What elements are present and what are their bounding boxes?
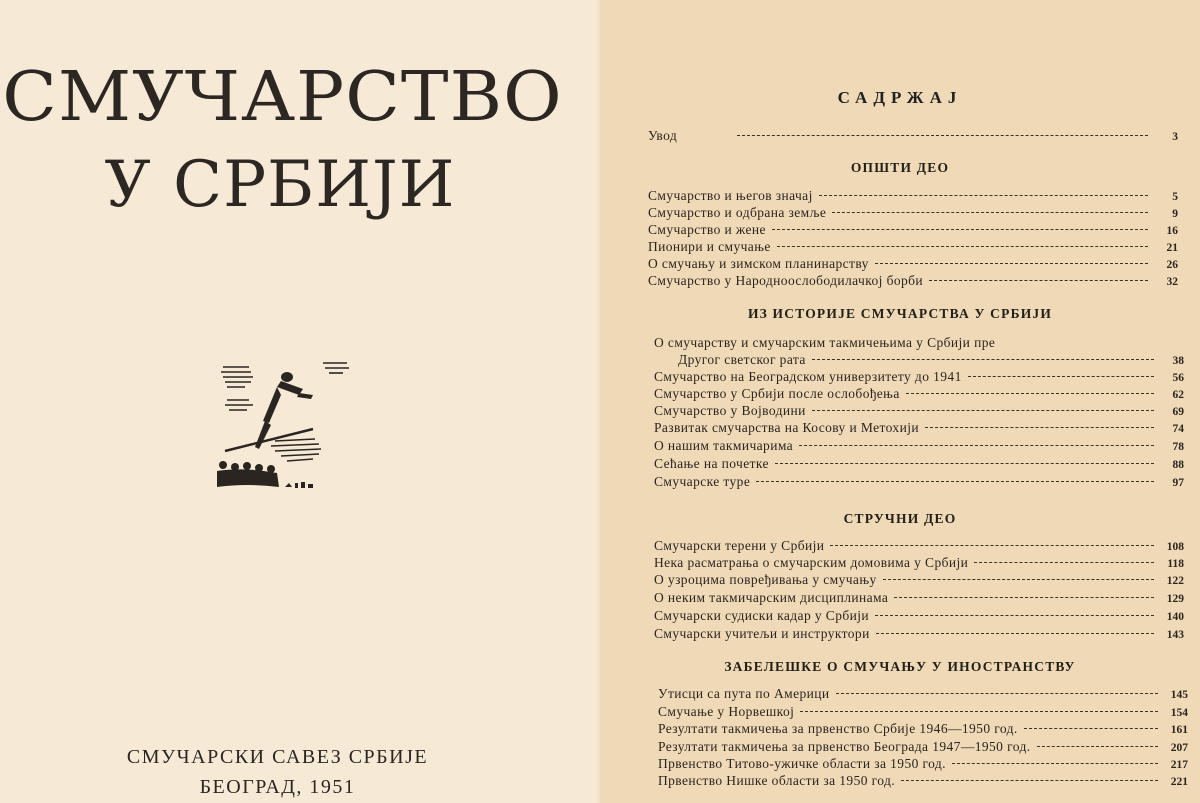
toc-entry: Смучарство у Народноослободилачкој борби 32 — [648, 273, 1178, 288]
contents-heading: САДРЖАЈ — [837, 88, 963, 107]
toc-entry: Смучарство у Војводини 69 — [654, 403, 1184, 418]
book-title-line2: У СРБИЈИ — [104, 148, 456, 222]
toc-entry: Смучарске туре 97 — [654, 474, 1184, 489]
toc-entry: Резултати такмичења за првенство Београда 1947—1950 год. 207 — [658, 739, 1188, 754]
toc-entry: Смучарство на Београдском универзитету до 1941 56 — [654, 369, 1184, 384]
section-heading-history: ИЗ ИСТОРИЈЕ СМУЧАРСТВА У СРБИЈИ — [747, 306, 1053, 321]
ski-jumper-illustration — [215, 355, 355, 505]
toc-entry-intro: Увод 3 — [648, 128, 1178, 143]
toc-entry: О узроцима повређивања у смучању 122 — [654, 572, 1184, 587]
toc-entry: Нека расматрања о смучарским домовима у Србији 118 — [654, 555, 1184, 570]
toc-entry: Смучарство и његов значај 5 — [648, 188, 1178, 203]
toc-entry: Смучање у Норвешкој 154 — [658, 704, 1188, 719]
toc-entry: О смучању и зимском планинарству 26 — [648, 256, 1178, 271]
toc-entry: Развитак смучарства на Косову и Метохији 74 — [654, 420, 1184, 435]
toc-entry: Смучарство и одбрана земље 9 — [648, 205, 1178, 220]
toc-entry: Првенство Нишке области за 1950 год. 221 — [658, 773, 1188, 788]
toc-entry-first-line: О смучарству и смучарским такмичењима у Србији пре — [654, 335, 996, 350]
toc-entry: Утисци са пута по Америци 145 — [658, 686, 1188, 701]
publication-place-year: БЕОГРАД, 1951 — [199, 776, 356, 798]
toc-entry: Сећање на почетке 88 — [654, 456, 1184, 471]
toc-entry: Смучарски судиски кадар у Србији 140 — [654, 608, 1184, 623]
toc-entry: Пионири и смучање 21 — [648, 239, 1178, 254]
contents-page — [600, 0, 1200, 803]
dotted-leader — [737, 135, 1148, 136]
toc-entry: Другог светског рата 38 — [678, 352, 1184, 367]
toc-entry: Смучарски терени у Србији 108 — [654, 538, 1184, 553]
toc-entry: Првенство Титово-ужичке области за 1950 год. 217 — [658, 756, 1188, 771]
toc-entry: О неким такмичарским дисциплинама 129 — [654, 590, 1184, 605]
toc-entry: Смучарски учитељи и инструктори 143 — [654, 626, 1184, 641]
toc-entry: Смучарство и жене 16 — [648, 222, 1178, 237]
section-heading-technical: СТРУЧНИ ДЕО — [843, 511, 957, 526]
section-heading-abroad: ЗАБЕЛЕШКЕ О СМУЧАЊУ У ИНОСТРАНСТВУ — [724, 659, 1076, 674]
toc-entry: Смучарство у Србији после ослобођења 62 — [654, 386, 1184, 401]
section-heading-general: ОПШТИ ДЕО — [850, 160, 950, 175]
toc-entry: О нашим такмичарима 78 — [654, 438, 1184, 453]
book-title-line1: СМУЧАРСТВО — [2, 58, 563, 137]
toc-entry: Резултати такмичења за првенство Србије 1946—1950 год. 161 — [658, 721, 1188, 736]
publisher-name: СМУЧАРСКИ САВЕЗ СРБИЈЕ — [126, 746, 429, 768]
